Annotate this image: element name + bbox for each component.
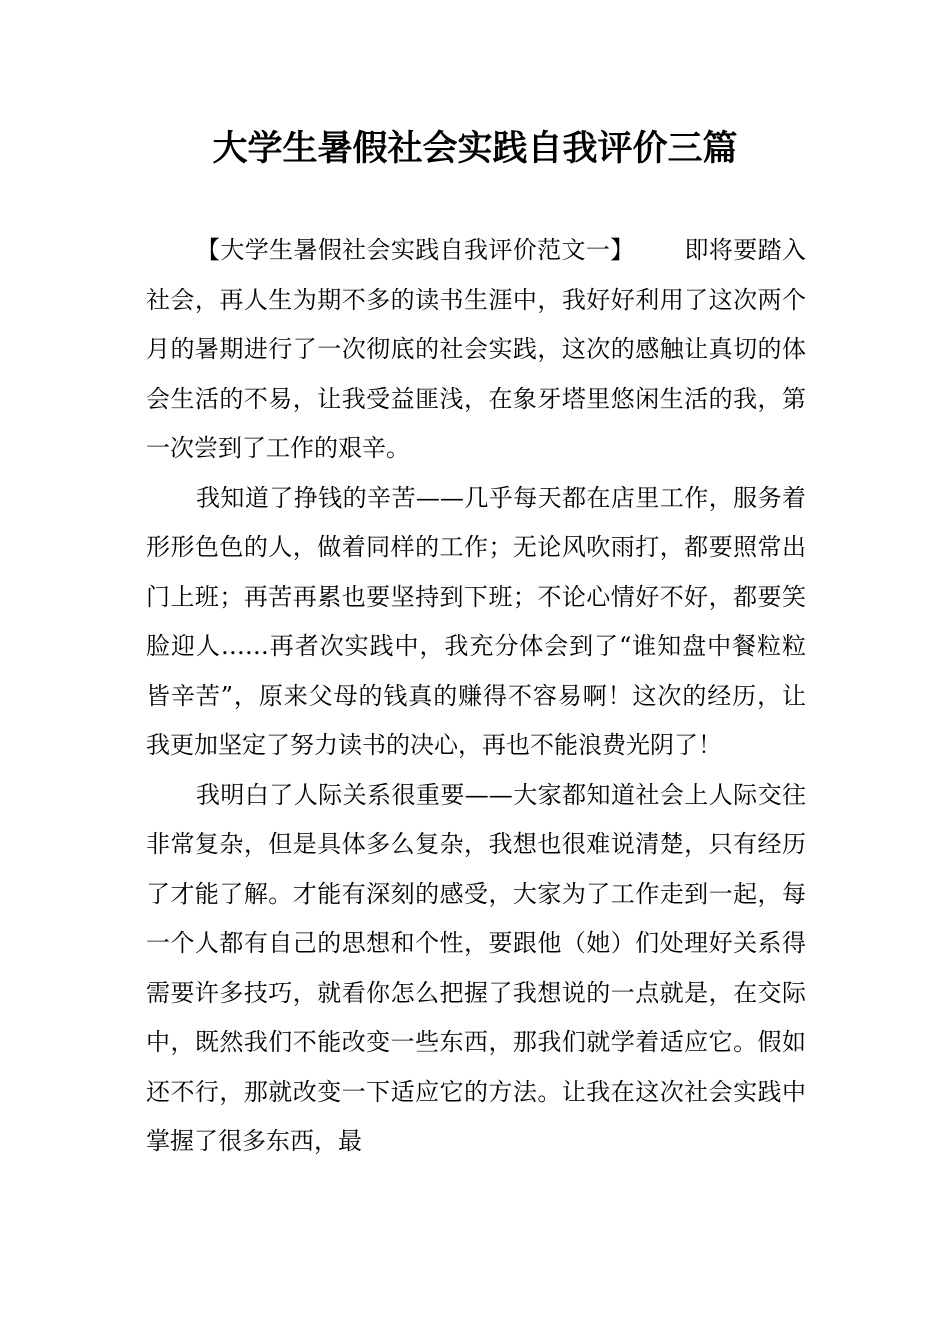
paragraph-3: 我明白了人际关系很重要——大家都知道社会上人际交往非常复杂，但是具体多么复杂，我想也很难说清楚，只有经历了才能了解。才能有深刻的感受，大家为了工作走到一起，每一个人都有自己的思想和个性，要跟他（她）们处理好关系得需要许多技巧，就看你怎么把握了我想说的一点就是，在交际中，既然我们不能改变一些东西，那我们就学着适应它。假如还不行，那就改变一下适应它的方法。让我在这次社会实践中掌握了很多东西，最 <box>146 780 806 1155</box>
document-body <box>146 226 806 1167</box>
document-title: 大学生暑假社会实践自我评价三篇 <box>212 129 738 169</box>
paragraph-2: 我知道了挣钱的辛苦——几乎每天都在店里工作，服务着形形色色的人，做着同样的工作；无论风吹雨打，都要照常出门上班；再苦再累也要坚持到下班；不论心情好不好，都要笑脸迎人……再者次实践中，我充分体会到了“谁知盘中餐粒粒皆辛苦”，原来父母的钱真的赚得不容易啊！这次的经历，让我更加坚定了努力读书的决心，再也不能浪费光阴了！ <box>146 483 806 759</box>
paragraph-1-text: 即将要踏入社会，再人生为期不多的读书生涯中，我好好利用了这次两个月的暑期进行了一次彻底的社会实践，这次的感触让真切的体会生活的不易，让我受益匪浅，在象牙塔里悠闲生活的我，第一次尝到了工作的艰辛。 <box>146 236 807 462</box>
section-heading: 【大学生暑假社会实践自我评价范文一】 <box>196 236 635 264</box>
paragraph-1 <box>146 226 806 474</box>
